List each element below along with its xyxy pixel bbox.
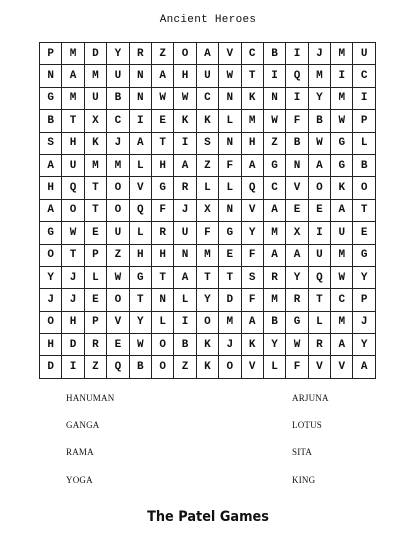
grid-cell: D bbox=[40, 356, 62, 378]
grid-cell: R bbox=[264, 267, 286, 289]
grid-cell: G bbox=[40, 222, 62, 244]
word-left-4: YOGA bbox=[66, 475, 93, 485]
grid-cell: M bbox=[197, 245, 219, 267]
grid-cell: Y bbox=[309, 88, 331, 110]
grid-cell: S bbox=[197, 133, 219, 155]
grid-cell: K bbox=[85, 133, 107, 155]
grid-cell: T bbox=[152, 267, 174, 289]
grid-cell: J bbox=[40, 289, 62, 311]
grid-cell: H bbox=[152, 245, 174, 267]
grid-cell: P bbox=[85, 312, 107, 334]
grid-cell: E bbox=[353, 222, 375, 244]
grid-cell: J bbox=[353, 312, 375, 334]
grid-cell: K bbox=[174, 110, 196, 132]
grid-cell: J bbox=[174, 200, 196, 222]
grid-cell: T bbox=[197, 267, 219, 289]
grid-cell: U bbox=[331, 222, 353, 244]
grid-cell: A bbox=[331, 334, 353, 356]
grid-cell: N bbox=[152, 289, 174, 311]
grid-cell: O bbox=[174, 43, 196, 65]
grid-cell: E bbox=[85, 289, 107, 311]
grid-cell: I bbox=[353, 88, 375, 110]
grid-cell: O bbox=[62, 200, 84, 222]
grid-cell: L bbox=[309, 312, 331, 334]
grid-cell: F bbox=[219, 155, 241, 177]
grid-cell: N bbox=[219, 133, 241, 155]
grid-cell: T bbox=[219, 267, 241, 289]
grid-cell: U bbox=[85, 88, 107, 110]
grid-cell: M bbox=[331, 245, 353, 267]
grid-cell: V bbox=[309, 356, 331, 378]
grid-cell: H bbox=[40, 177, 62, 199]
grid-cell: J bbox=[62, 267, 84, 289]
grid-cell: H bbox=[62, 133, 84, 155]
grid-cell: K bbox=[197, 334, 219, 356]
grid-cell: L bbox=[197, 177, 219, 199]
grid-cell: W bbox=[286, 334, 308, 356]
grid-cell: Y bbox=[130, 312, 152, 334]
word-right-1: ARJUNA bbox=[292, 393, 329, 403]
grid-cell: O bbox=[152, 334, 174, 356]
grid-cell: M bbox=[219, 312, 241, 334]
grid-cell: F bbox=[152, 200, 174, 222]
grid-cell: D bbox=[62, 334, 84, 356]
grid-cell: I bbox=[130, 110, 152, 132]
word-list bbox=[0, 393, 416, 489]
grid-cell: A bbox=[130, 133, 152, 155]
word-right-2: LOTUS bbox=[292, 420, 322, 430]
grid-cell: H bbox=[174, 65, 196, 87]
grid-cell: V bbox=[286, 177, 308, 199]
grid-cell: C bbox=[242, 43, 264, 65]
grid-cell: A bbox=[62, 65, 84, 87]
grid-cell: Y bbox=[286, 267, 308, 289]
word-right-3: SITA bbox=[292, 447, 313, 457]
grid-cell: Q bbox=[62, 177, 84, 199]
grid-cell: E bbox=[286, 200, 308, 222]
grid-cell: B bbox=[309, 110, 331, 132]
grid-cell: Z bbox=[174, 356, 196, 378]
grid-cell: G bbox=[264, 155, 286, 177]
grid-cell: B bbox=[130, 356, 152, 378]
grid-cell: J bbox=[62, 289, 84, 311]
grid-cell: G bbox=[331, 155, 353, 177]
grid-cell: Z bbox=[197, 155, 219, 177]
grid-cell: X bbox=[197, 200, 219, 222]
grid-cell: R bbox=[309, 334, 331, 356]
grid-cell: I bbox=[264, 65, 286, 87]
grid-cell: M bbox=[242, 110, 264, 132]
word-left-2: GANGA bbox=[66, 420, 100, 430]
grid-cell: C bbox=[197, 88, 219, 110]
grid-cell: T bbox=[62, 110, 84, 132]
grid-cell: L bbox=[353, 133, 375, 155]
grid-cell: A bbox=[353, 356, 375, 378]
grid-cell: V bbox=[219, 43, 241, 65]
grid-cell: Y bbox=[40, 267, 62, 289]
grid-cell: C bbox=[331, 289, 353, 311]
grid-cell: L bbox=[264, 356, 286, 378]
grid-cell: S bbox=[242, 267, 264, 289]
grid-cell: T bbox=[353, 200, 375, 222]
grid-cell: Q bbox=[242, 177, 264, 199]
grid-cell: A bbox=[264, 245, 286, 267]
grid-cell: V bbox=[107, 312, 129, 334]
grid-cell: Z bbox=[264, 133, 286, 155]
grid-cell: S bbox=[40, 133, 62, 155]
grid-cell: F bbox=[286, 110, 308, 132]
grid-cell: H bbox=[130, 245, 152, 267]
grid-cell: T bbox=[242, 65, 264, 87]
grid-cell: U bbox=[197, 65, 219, 87]
grid-cell: A bbox=[331, 200, 353, 222]
grid-cell: X bbox=[286, 222, 308, 244]
grid-cell: W bbox=[331, 267, 353, 289]
grid-cell: G bbox=[152, 177, 174, 199]
grid-cell: O bbox=[107, 177, 129, 199]
grid-cell: E bbox=[219, 245, 241, 267]
grid-cell: O bbox=[40, 245, 62, 267]
grid-cell: C bbox=[353, 65, 375, 87]
grid-cell: T bbox=[309, 289, 331, 311]
grid-cell: H bbox=[40, 334, 62, 356]
grid-cell: Y bbox=[353, 334, 375, 356]
grid-cell: O bbox=[219, 356, 241, 378]
grid-cell: Y bbox=[353, 267, 375, 289]
puzzle-title: Ancient Heroes bbox=[159, 14, 257, 26]
grid-cell: A bbox=[40, 155, 62, 177]
grid-cell: D bbox=[219, 289, 241, 311]
grid-cell: E bbox=[309, 200, 331, 222]
grid-cell: N bbox=[286, 155, 308, 177]
grid-cell: R bbox=[85, 334, 107, 356]
grid-cell: A bbox=[242, 155, 264, 177]
grid-cell: H bbox=[242, 133, 264, 155]
grid-cell: P bbox=[40, 43, 62, 65]
grid-cell: Q bbox=[286, 65, 308, 87]
grid-cell: W bbox=[331, 110, 353, 132]
grid-cell: O bbox=[197, 312, 219, 334]
grid-cell: V bbox=[331, 356, 353, 378]
grid-cell: N bbox=[130, 65, 152, 87]
grid-cell: Q bbox=[130, 200, 152, 222]
grid-cell: T bbox=[152, 133, 174, 155]
grid-cell: C bbox=[264, 177, 286, 199]
grid-cell: A bbox=[197, 43, 219, 65]
grid-cell: Y bbox=[107, 43, 129, 65]
grid-cell: I bbox=[286, 88, 308, 110]
grid-cell: I bbox=[309, 222, 331, 244]
grid-cell: T bbox=[85, 200, 107, 222]
grid-cell: X bbox=[85, 110, 107, 132]
grid-cell: R bbox=[286, 289, 308, 311]
grid-cell: F bbox=[242, 289, 264, 311]
grid-cell: K bbox=[197, 110, 219, 132]
grid-cell: P bbox=[85, 245, 107, 267]
grid-cell: Z bbox=[152, 43, 174, 65]
grid-cell: W bbox=[152, 88, 174, 110]
grid-cell: N bbox=[40, 65, 62, 87]
grid-cell: O bbox=[353, 177, 375, 199]
grid-cell: G bbox=[40, 88, 62, 110]
grid-cell: I bbox=[62, 356, 84, 378]
grid-cell: W bbox=[219, 65, 241, 87]
grid-cell: M bbox=[107, 155, 129, 177]
word-left-3: RAMA bbox=[66, 447, 94, 457]
grid-cell: O bbox=[152, 356, 174, 378]
grid-cell: G bbox=[331, 133, 353, 155]
grid-cell: M bbox=[62, 88, 84, 110]
grid-cell: M bbox=[331, 312, 353, 334]
grid-cell: K bbox=[242, 334, 264, 356]
grid-cell: L bbox=[219, 110, 241, 132]
grid-cell: B bbox=[286, 133, 308, 155]
grid-cell: B bbox=[174, 334, 196, 356]
grid-cell: B bbox=[264, 43, 286, 65]
grid-cell: R bbox=[130, 43, 152, 65]
grid-cell: M bbox=[85, 65, 107, 87]
grid-cell: L bbox=[174, 289, 196, 311]
grid-cell: L bbox=[219, 177, 241, 199]
grid-cell: J bbox=[219, 334, 241, 356]
grid-cell: R bbox=[152, 222, 174, 244]
grid-cell: M bbox=[331, 43, 353, 65]
grid-cell: B bbox=[107, 88, 129, 110]
grid-cell: A bbox=[264, 200, 286, 222]
grid-cell: N bbox=[219, 200, 241, 222]
grid-cell: O bbox=[309, 177, 331, 199]
grid-cell: A bbox=[286, 245, 308, 267]
grid-cell: M bbox=[85, 155, 107, 177]
grid-cell: A bbox=[174, 155, 196, 177]
word-left-1: HANUMAN bbox=[66, 393, 115, 403]
grid-cell: R bbox=[174, 177, 196, 199]
word-right-4: KING bbox=[292, 475, 316, 485]
grid-cell: G bbox=[286, 312, 308, 334]
grid-cell: W bbox=[107, 267, 129, 289]
grid-cell: M bbox=[309, 65, 331, 87]
grid-cell: E bbox=[152, 110, 174, 132]
grid-cell: Z bbox=[85, 356, 107, 378]
grid-cell: I bbox=[331, 65, 353, 87]
grid-cell: K bbox=[197, 356, 219, 378]
grid-cell: Q bbox=[309, 267, 331, 289]
grid-cell: Y bbox=[264, 334, 286, 356]
grid-cell: I bbox=[174, 133, 196, 155]
grid-cell: G bbox=[130, 267, 152, 289]
letter-grid bbox=[39, 42, 376, 379]
grid-cell: A bbox=[40, 200, 62, 222]
grid-cell: D bbox=[85, 43, 107, 65]
grid-cell: F bbox=[286, 356, 308, 378]
grid-cell: U bbox=[107, 65, 129, 87]
grid-cell: G bbox=[219, 222, 241, 244]
grid-cell: L bbox=[85, 267, 107, 289]
grid-cell: G bbox=[353, 245, 375, 267]
grid-cell: A bbox=[174, 267, 196, 289]
grid-cell: H bbox=[62, 312, 84, 334]
grid-cell: V bbox=[242, 200, 264, 222]
grid-cell: M bbox=[264, 222, 286, 244]
grid-cell: W bbox=[62, 222, 84, 244]
grid-cell: O bbox=[40, 312, 62, 334]
grid-cell: C bbox=[107, 110, 129, 132]
grid-cell: H bbox=[152, 155, 174, 177]
grid-cell: Y bbox=[242, 222, 264, 244]
grid-cell: O bbox=[107, 289, 129, 311]
grid-cell: I bbox=[174, 312, 196, 334]
grid-cell: U bbox=[309, 245, 331, 267]
grid-cell: U bbox=[107, 222, 129, 244]
grid-cell: A bbox=[152, 65, 174, 87]
grid-cell: A bbox=[309, 155, 331, 177]
grid-cell: M bbox=[331, 88, 353, 110]
grid-cell: V bbox=[242, 356, 264, 378]
grid-cell: A bbox=[242, 312, 264, 334]
brand-footer: The Patel Games bbox=[147, 509, 269, 525]
grid-cell: N bbox=[219, 88, 241, 110]
grid-cell: M bbox=[62, 43, 84, 65]
grid-cell: T bbox=[85, 177, 107, 199]
grid-cell: P bbox=[353, 289, 375, 311]
grid-cell: K bbox=[331, 177, 353, 199]
grid-cell: F bbox=[197, 222, 219, 244]
grid-cell: T bbox=[62, 245, 84, 267]
grid-cell: V bbox=[130, 177, 152, 199]
grid-cell: U bbox=[62, 155, 84, 177]
grid-cell: O bbox=[107, 200, 129, 222]
grid-cell: I bbox=[286, 43, 308, 65]
grid-cell: B bbox=[264, 312, 286, 334]
grid-cell: N bbox=[130, 88, 152, 110]
grid-cell: W bbox=[130, 334, 152, 356]
grid-cell: N bbox=[174, 245, 196, 267]
grid-cell: L bbox=[130, 222, 152, 244]
grid-cell: U bbox=[174, 222, 196, 244]
grid-cell: W bbox=[264, 110, 286, 132]
grid-cell: U bbox=[353, 43, 375, 65]
grid-cell: T bbox=[130, 289, 152, 311]
grid-cell: L bbox=[130, 155, 152, 177]
grid-cell: P bbox=[353, 110, 375, 132]
grid-cell: Z bbox=[107, 245, 129, 267]
grid-cell: L bbox=[152, 312, 174, 334]
grid-cell: J bbox=[309, 43, 331, 65]
grid-cell: M bbox=[264, 289, 286, 311]
grid-cell: F bbox=[242, 245, 264, 267]
grid-cell: W bbox=[309, 133, 331, 155]
grid-cell: Q bbox=[107, 356, 129, 378]
grid-cell: B bbox=[353, 155, 375, 177]
grid-cell: B bbox=[40, 110, 62, 132]
grid-cell: E bbox=[85, 222, 107, 244]
grid-cell: N bbox=[264, 88, 286, 110]
grid-cell: W bbox=[174, 88, 196, 110]
grid-cell: Y bbox=[197, 289, 219, 311]
grid-cell: E bbox=[107, 334, 129, 356]
grid-cell: K bbox=[242, 88, 264, 110]
grid-cell: J bbox=[107, 133, 129, 155]
